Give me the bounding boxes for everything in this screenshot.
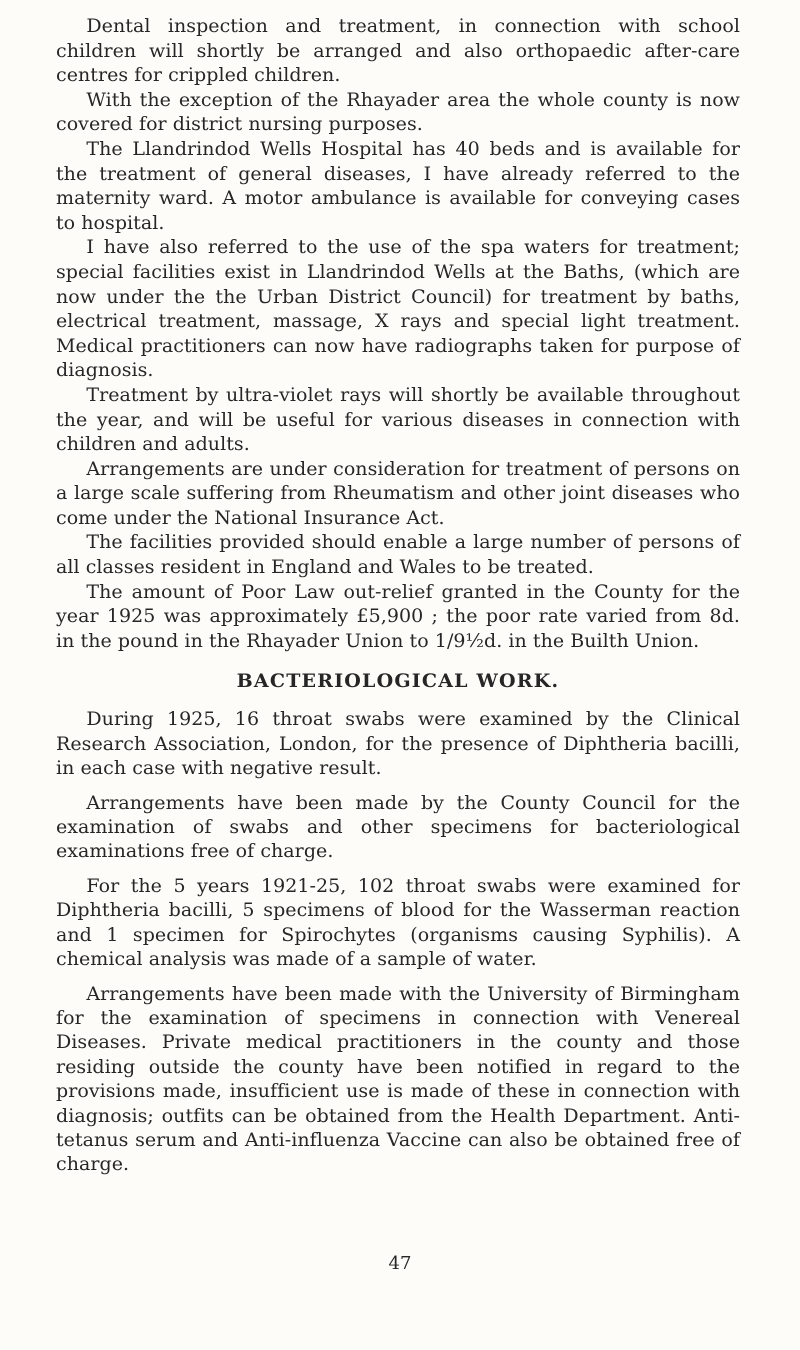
paragraph: For the 5 years 1921-25, 102 throat swabs were examined for Diphtheria bacilli, 5 specimens of blood for the Wasserman reaction and 1 specimen for Spirochytes (organisms causing Syphilis). A chemical analysis was made of a sample of water. xyxy=(56,874,740,971)
section-general-provisions xyxy=(56,14,740,653)
paragraph: Dental inspection and treatment, in connection with school children will shortly be arranged and also orthopaedic after-care centres for crippled children. xyxy=(56,15,740,87)
section-bacteriological-work xyxy=(56,707,740,1176)
paragraph: Arrangements have been made with the University of Birmingham for the examination of specimens in connection with Venereal Diseases. Private medical practitioners in the county and those residing outside the county have been notified in regard to the provisions made, insufficient use is made of these in connection with diagnosis; outfits can be obtained from the Health Department. Anti-tetanus serum and Anti-influenza Vaccine can also be obtained free of charge. xyxy=(56,982,740,1176)
paragraph: The facilities provided should enable a large number of persons of all classes resident in England and Wales to be treated. xyxy=(56,531,740,579)
paragraph: With the exception of the Rhayader area the whole county is now covered for district nursing purposes. xyxy=(56,88,740,136)
paragraph: Arrangements have been made by the County Council for the examination of swabs and other specimens for bacteriological examinations free of charge. xyxy=(56,791,740,863)
paragraph: The amount of Poor Law out-relief granted in the County for the year 1925 was approximately £5,900 ; the poor rate varied from 8d. in the pound in the Rhayader Union to 1/9½d. in the Builth Union. xyxy=(56,580,740,652)
paragraph: I have also referred to the use of the spa waters for treatment; special facilities exist in Llandrindod Wells at the Baths, (which are now under the the Urban District Council) for treatment by baths, electrical treatment, massage, X rays and special light treatment. Medical practitioners can now have radiographs taken for purpose of diagnosis. xyxy=(56,236,740,382)
document-page xyxy=(56,14,740,1187)
page-number: 47 xyxy=(388,1253,412,1274)
section-heading: BACTERIOLOGICAL WORK. xyxy=(236,670,560,693)
paragraph: Treatment by ultra-violet rays will shortly be available throughout the year, and will be useful for various diseases in connection with children and adults. xyxy=(56,383,740,456)
paragraph: The Llandrindod Wells Hospital has 40 beds and is available for the treatment of general diseases, I have already referred to the maternity ward. A motor ambulance is available for conveying cases to hospital. xyxy=(56,137,740,234)
paragraph: During 1925, 16 throat swabs were examined by the Clinical Research Association, London, for the presence of Diphtheria bacilli, in each case with negative result. xyxy=(56,708,740,780)
paragraph: Arrangements are under consideration for treatment of persons on a large scale suffering from Rheumatism and other joint diseases who come under the National Insurance Act. xyxy=(56,457,740,529)
